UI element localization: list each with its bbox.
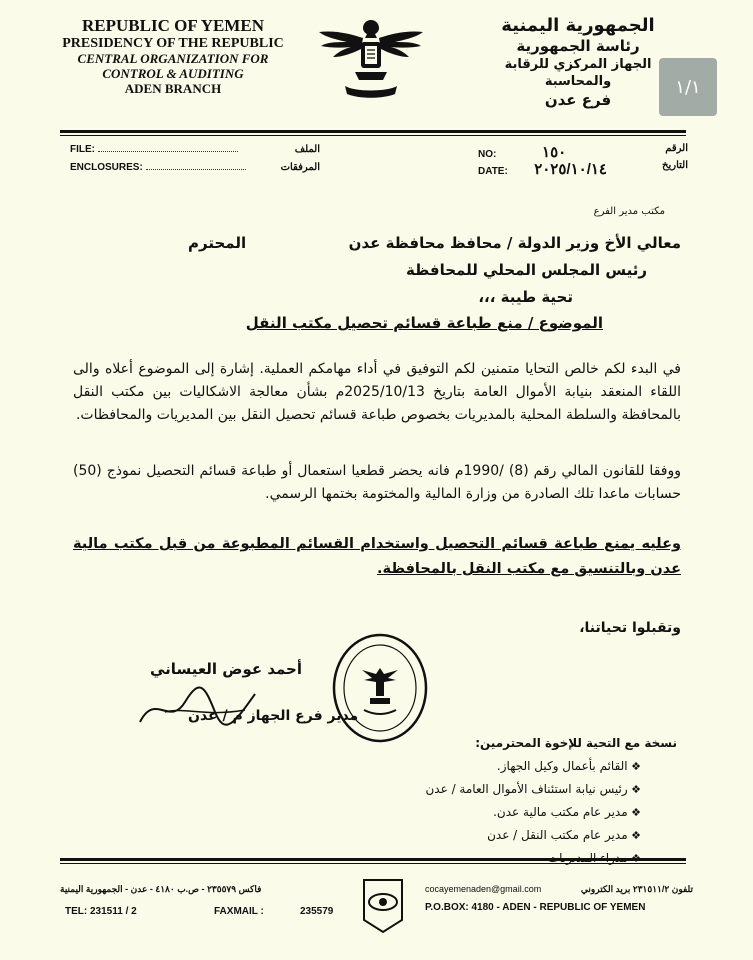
date-value: ٢٠٢٥/١٠/١٤ — [534, 161, 607, 178]
cc-item: ❖ رئيس نيابة استئناف الأموال العامة / عدن — [341, 778, 641, 801]
greeting: تحية طيبة ،،، — [478, 288, 573, 306]
header-ar-line2: رئاسة الجمهورية — [516, 37, 640, 56]
footer-divider — [60, 858, 686, 861]
cc-item: ❖ مدير عام مكتب مالية عدن. — [341, 801, 641, 824]
header-en-line3: CENTRAL ORGANIZATION FOR — [77, 50, 269, 66]
footer-email: cocayemenaden@gmail.com — [425, 884, 542, 894]
footer-tel-en: TEL: 231511 / 2 — [65, 906, 137, 917]
number-label-en: NO: — [478, 149, 497, 160]
cc-title: نسخة مع التحية للإخوة المحترمين: — [475, 736, 677, 750]
cc-list — [341, 755, 641, 870]
header-en-line4: CONTROL & AUDITING — [102, 65, 244, 81]
addressee-line2: رئيس المجلس المحلي للمحافظة — [406, 261, 647, 279]
footer-phone-ar — [581, 884, 693, 895]
enclosures-dots — [146, 169, 246, 170]
number-label-ar: الرقم — [665, 143, 688, 154]
paragraph-law: ووفقا للقانون المالي رقم (8) /1990م فانه يحضر قطعيا استعمال أو طباعة قسائم التحصيل نموذج (50) حسابات ماعدا تلك الصادرة من وزارة المالية والمختومة بختمها الرسمي. — [73, 463, 681, 502]
footer-faxmail-value: 235579 — [300, 906, 334, 917]
header-english — [58, 16, 288, 96]
number-value: ١٥٠ — [542, 144, 567, 161]
date-label-ar: التاريخ — [662, 160, 688, 171]
file-label-en: FILE: — [70, 144, 95, 155]
official-seal — [330, 632, 430, 744]
header-divider-thin — [60, 135, 686, 136]
header-ar-line3: الجهاز المركزي للرقابة والمحاسبة — [504, 56, 652, 89]
header-en-line1: REPUBLIC OF YEMEN — [82, 16, 264, 35]
header-en-line5: ADEN BRANCH — [124, 80, 222, 96]
eye-logo-icon — [358, 876, 408, 934]
footer-pobox-en: P.O.BOX: 4180 - ADEN - REPUBLIC OF YEMEN — [425, 902, 646, 913]
file-label-ar: الملف — [294, 144, 320, 155]
cc-item: ❖ مدير عام مكتب النقل / عدن — [341, 824, 641, 847]
footer-faxmail-label: FAXMAIL : — [214, 906, 264, 917]
file-dots — [98, 151, 238, 152]
closing: وتقبلوا تحياتنا، — [579, 620, 681, 636]
honorific: المحترم — [188, 234, 247, 252]
paragraph-intro: في البدء لكم خالص التحايا متمنين لكم التوفيق في أداء مهامكم العملية. إشارة إلى الموضوع أعلاه والى اللقاء المنعقد بنيابة الأموال العامة بتاريخ 2025/10/13م بشأن معالجة الاشكاليات بين مكتب النقل بالمحافظة والسلطة المحلية بالمديريات بخصوص طباعة قسائم تحصيل النقل بين المديريات والمحافظات. — [73, 361, 681, 423]
date-label-en: DATE: — [478, 166, 508, 177]
header-divider — [60, 130, 686, 133]
cc-item: ❖ مدراء المديريات — [341, 847, 641, 870]
footer-fax-ar: فاكس ٢٣٥٥٧٩ - ص.ب ٤١٨٠ - عدن - الجمهورية اليمنية — [60, 884, 262, 894]
footer-phone-ar-text: تلفون ٢٣١٥١١/٢ — [632, 884, 693, 894]
page-number-badge: ١/١ — [659, 58, 717, 116]
paragraph-decision: وعليه يمنع طباعة قسائم التحصيل واستخدام القسائم المطبوعة من قبل مكتب مالية عدن وبالتنسيق مع مكتب النقل بالمحافظة. — [73, 536, 681, 577]
subject-line: الموضوع / منع طباعة قسائم تحصيل مكتب النقل — [245, 314, 603, 332]
enclosures-label-ar: المرفقات — [280, 162, 320, 173]
enclosures-field — [70, 162, 320, 173]
cc-item: ❖ القائم بأعمال وكيل الجهاز. — [341, 755, 641, 778]
addressee-line1: معالي الأخ وزير الدولة / محافظ محافظة عدن — [348, 234, 681, 252]
office-note: مكتب مدير الفرع — [593, 206, 665, 217]
handwritten-signature — [135, 682, 265, 732]
footer-divider-thin — [60, 863, 686, 864]
number-field — [478, 143, 688, 161]
header-ar-line4: فرع عدن — [544, 90, 612, 109]
signer-title: مدير فرع الجهاز م / عدن — [188, 708, 359, 724]
header-arabic — [473, 14, 683, 110]
date-field — [478, 160, 688, 178]
header-ar-line1: الجمهورية اليمنية — [501, 15, 655, 36]
eagle-emblem-icon — [315, 16, 427, 106]
footer-email-label: بريد الكتروني — [580, 884, 631, 894]
file-field — [70, 144, 320, 155]
header-en-line2: PRESIDENCY OF THE REPUBLIC — [62, 35, 284, 51]
enclosures-label-en: ENCLOSURES: — [70, 162, 143, 173]
signer-name: أحمد عوض العيساني — [150, 660, 303, 678]
